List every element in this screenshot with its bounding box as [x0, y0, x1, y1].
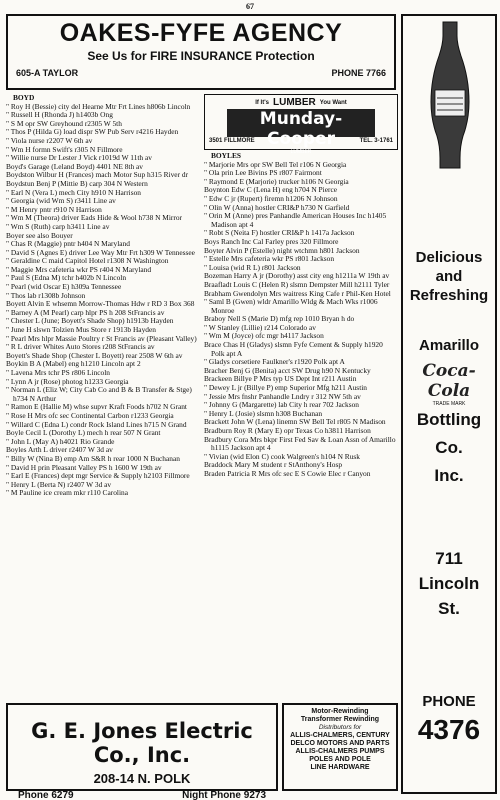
side-inc: Inc. [434, 466, 464, 485]
directory-entry: " Wm H formn Swift's r305 N Fillmore [6, 144, 123, 154]
directory-entry: " S M opr SW Greyhound r2305 W 5th [6, 118, 122, 128]
directory-entry: Boykin B A (Mabel) eng h1210 Lincoln apt 2 [6, 359, 141, 369]
directory-entry: " Saml B (Gwen) wldr Amarillo Wldg & Mach Wks r1006 Monroe [204, 297, 378, 315]
directory-entry: " Ramon E (Hallie M) whse supvr Kraft Foods h702 N Grant [6, 402, 187, 412]
directory-entry: " Dewey L jr (Billye P) emp Superior Mfg h211 Austin [204, 383, 367, 393]
rewind-line-8: LINE HARDWARE [310, 764, 370, 771]
directory-entry: Braden Patricia R Mrs ofc sec E S Cowie Elec r Canyon [204, 468, 371, 478]
rewind-line-1: Motor-Rewinding [311, 708, 369, 715]
lumber-line-right: You Want [319, 99, 347, 106]
directory-entry: " Johnny G (Margarette) lab City h rear 702 Jackson [204, 400, 359, 410]
directory-entry: Brackeen Billye P Mrs typ US Dept Int r211 Austin [204, 374, 357, 384]
lumber-address: 3501 FILLMORE [209, 138, 255, 144]
directory-entry: " M Henry pntr r910 N Harrison [6, 204, 102, 214]
motor-rewinding-ad [282, 703, 398, 791]
oakes-fyfe-ad [6, 14, 396, 90]
ad-company-name: OAKES-FYFE AGENCY [59, 19, 343, 47]
directory-entry: Boys Ranch Inc Cal Farley pres 320 Fillmore [204, 236, 339, 246]
directory-entry: " Robt S (Neita F) hostler CRI&P h 1417a Jackson [204, 228, 355, 238]
directory-entry: Boydstun Benj P (Mittie B) carp 304 N Western [6, 178, 148, 188]
side-line-2: and [435, 268, 463, 285]
directory-entry: Boyer see also Bouyer [6, 230, 73, 240]
directory-entry: " Earl N (Vera L) mech City h910 N Harrison [6, 187, 141, 197]
directory-entry: Braboy Nell S (Marie D) mfg rep 1010 Bryan h do [204, 314, 355, 324]
side-bottling: Bottling [416, 410, 482, 429]
rewind-line-6: ALLIS-CHALMERS PUMPS [295, 748, 385, 755]
directory-column-2 [204, 152, 398, 479]
directory-entry: " David S (Agnes E) driver Lee Way Mtr Frt h309 W Tennessee [6, 247, 195, 257]
directory-entry: " June H slswn Tolzien Mus Store r 1913b Hayden [6, 325, 156, 335]
ge-jones-ad [6, 703, 278, 800]
rewind-line-3: Distributors for [318, 724, 362, 731]
ad-tagline: See Us for FIRE INSURANCE Protection [87, 49, 315, 63]
directory-entry: " M Pauline ice cream mkr r110 Carolina [6, 488, 128, 498]
directory-entry: " Thos P (Hilda G) load dispr SW Pub Serv r4216 Hayden [6, 127, 179, 137]
lumber-company-name: Munday-Cooper [259, 109, 343, 149]
directory-entry: " Marjorie Mrs opr SW Bell Tel r106 N Georgia [204, 159, 347, 169]
rewind-line-4: ALLIS-CHALMERS, CENTURY [290, 732, 390, 739]
directory-entry: Bracher Benj G (Benita) acct SW Drug h90 N Kentucky [204, 365, 371, 375]
page-number: 67 [246, 2, 254, 11]
directory-entry: " Barney A (M Pearl) carp hlpr PS h 208 StFrancis av [6, 307, 165, 317]
directory-entry: " Norman L (Eliz W; City Cab Co and B & B Transfer & Stge) h734 N Arthur [6, 385, 192, 403]
rewind-line-5: DELCO MOTORS AND PARTS [290, 740, 390, 747]
directory-entry: " Rose H Mrs ofc sec Continental Carbon r1233 Georgia [6, 410, 174, 420]
rewind-line-7: POLES AND POLE [309, 756, 371, 763]
side-co: Co. [435, 438, 463, 457]
directory-entry: " Roy H (Bessie) city del Hearne Mtr Frt Lines h806b Lincoln [6, 101, 191, 111]
directory-entry: " Pearl Mrs hlpr Massie Poultry r St Francis av (Pleasant Valley) [6, 333, 197, 343]
directory-entry: Bradbury Cora Mrs bkpr First Fed Sav & Loan Assn of Amarillo h1115 Jackson apt 4 [204, 434, 396, 453]
directory-entry: Brabham Gwendolyn Mrs waitress King Cafe r Phil-Ken Hotel [204, 288, 391, 298]
directory-entry: " Chas R (Maggie) pntr h404 N Maryland [6, 239, 130, 249]
directory-entry: " Vivian (wid Elon C) cook Walgreen's h104 N Rusk [204, 451, 360, 461]
section-heading: BOYLES [211, 151, 241, 160]
coca-cola-bottle-icon [413, 20, 487, 170]
directory-entry: " Wm S (Ruth) carp h3411 Line av [6, 221, 110, 231]
directory-entry: Boyett's Shade Shop (Chester L Boyett) rear 2508 W 6th av [6, 350, 183, 360]
lumber-line-left: If It's [255, 99, 269, 106]
directory-entry: " Lynn A jr (Rose) photog h1233 Georgia [6, 376, 129, 386]
ge-jones-address: 208-14 N. POLK [93, 771, 191, 786]
lumber-phone: TEL. 3-1761 [359, 138, 393, 144]
coca-cola-trademark: TRADE MARK [432, 401, 466, 407]
directory-entry: " Willie nurse Dr Lester J Vick r1019d W 11th av [6, 153, 152, 163]
directory-entry: " Viola nurse r2207 W 6th av [6, 135, 93, 145]
directory-column-1 [6, 94, 198, 498]
ad-phone: PHONE 7766 [331, 68, 386, 78]
side-line-1: Delicious [415, 249, 483, 266]
directory-entry: Boydston Wilbur H (Frances) mach Motor Sup h315 River dr [6, 170, 189, 180]
ge-jones-phone: Phone 6279 [18, 790, 74, 800]
munday-cooper-ad [204, 94, 398, 155]
directory-entry: Braddock Mary M student r StAnthony's Hosp [204, 460, 343, 470]
directory-entry: " Gladys corsetiere Faulkner's r1920 Polk apt A [204, 357, 345, 367]
directory-entry: " Willard C (Edna L) condr Rock Island Lines h715 N Grand [6, 419, 187, 429]
section-heading: BOYD [13, 93, 35, 102]
coca-cola-ad [401, 14, 497, 794]
directory-entry: " Wm M (Theora) driver Eads Hide & Wool h738 N Mirror [6, 213, 182, 223]
directory-entry: " Estelle Mrs cafeteria wkr PS r801 Jackson [204, 254, 335, 264]
directory-entry: Braafladt Louis C (Helen R) slsmn Dempster Mill h2111 Tyler [204, 279, 390, 289]
directory-entry: Brace Chas H (Gladys) slsmn Fyfe Cement & Supply h1920 Polk apt A [204, 340, 383, 358]
directory-entry: " Georgia (wid Wm S) r3411 Line av [6, 196, 116, 206]
directory-entry: Brackett John W (Lena) linemn SW Bell Tel r805 N Madison [204, 417, 386, 427]
directory-entry: " Edw C jr (Rupert) firemn h1206 N Johnson [204, 193, 338, 203]
side-address-street: Lincoln [418, 574, 480, 593]
directory-entry: " Billy W (Nina B) emp Am S&R h rear 1000 N Buchanan [6, 453, 180, 463]
side-phone: 4376 [417, 714, 481, 745]
directory-entry: Boyle Cecil L (Dorothy L) mech h rear 507 N Grant [6, 428, 161, 438]
directory-entry: " Wm M (Joyce) ofc mgr h4117 Jackson [204, 331, 324, 341]
directory-entry: Bozeman Harry A jr (Dorothy) asst city eng h1211a W 19th av [204, 271, 390, 281]
rewind-line-2: Transformer Rewinding [300, 716, 380, 723]
directory-entry: " Russell H (Rhonda J) h1403b Ong [6, 110, 113, 120]
directory-entry: Boynton Edw C (Lena H) eng h704 N Pierce [204, 185, 338, 195]
directory-entry: " Chester L (June; Boyett's Shade Shop) h1913b Hayden [6, 316, 174, 326]
side-address-st: St. [438, 599, 460, 618]
directory-entry: " Paul S (Edna M) tchr h402b N Lincoln [6, 273, 127, 283]
directory-entry: " Lavena Mrs tchr PS r806 Lincoln [6, 368, 111, 377]
directory-entry: Bradburn Roy R (Mary E) opr Texas Co h3811 Harrison [204, 426, 371, 435]
directory-entry: " Raymond E (Marjorie) trucker h106 N Georgia [204, 176, 349, 186]
directory-entry: " R L driver Whites Auto Stores r208 StFrancis av [6, 342, 155, 352]
directory-entry: Boyett Alvin E whsemn Morrow-Thomas Hdw r RD 3 Box 368 [6, 299, 195, 309]
directory-entry: " Maggie Mrs cafeteria wkr PS r404 N Maryland [6, 264, 152, 274]
ge-jones-night-phone: Night Phone 9273 [182, 790, 266, 800]
directory-entry: Boyd's Garage (Leland Boyd) 4401 NE 8th av [6, 161, 144, 171]
directory-entry: " W Stanley (Lillie) r214 Colorado av [204, 322, 316, 332]
directory-entry: Boyter Alvin P (Estelle) night wtchmn h801 Jackson [204, 245, 360, 255]
ad-address: 605-A TAYLOR [16, 68, 79, 78]
directory-entry: " Geraldine C maid Capitol Hotel r1308 N Washington [6, 256, 169, 266]
directory-entry: " Louisa (wid R L) r801 Jackson [204, 262, 301, 272]
lumber-line-mid: LUMBER [272, 97, 316, 108]
directory-entry: Boyles Arth L driver r2407 W 3d av [6, 445, 113, 455]
coca-cola-logo: Coca-Cola [422, 361, 476, 401]
side-phone-label: PHONE [422, 693, 476, 710]
directory-entry: " Thos lab r1308b Johnson [6, 290, 86, 300]
side-line-3: Refreshing [409, 287, 489, 304]
directory-entry: " David H prin Pleasant Valley PS h 1600 W 19th av [6, 462, 162, 472]
directory-entry: " Jessie Mrs fnshr Panhandle Lndry r 312 NW 5th av [204, 391, 361, 401]
directory-entry: " Olin W (Anna) hostler CRI&P h730 N Garfield [204, 202, 350, 212]
side-city: Amarillo [418, 337, 479, 354]
directory-entry: " Henry L (Berta N) r2407 W 3d av [6, 479, 112, 489]
directory-entry: " Ola prin Lee Bivins PS r807 Fairmont [204, 168, 322, 178]
lumber-company-sub: LUMBER [290, 149, 312, 155]
side-address-num: 711 [435, 549, 463, 568]
ge-jones-name: G. E. Jones Electric Co., Inc. [31, 719, 253, 767]
directory-entry: " Henry L (Josie) slsmn h308 Buchanan [204, 408, 323, 418]
directory-entry: " Earl E (Frances) dept mgr Service & Supply h2103 Fillmore [6, 471, 190, 481]
directory-entry: " John L (May A) h4021 Rio Grande [6, 436, 115, 446]
directory-entry: " Orin M (Anne) pres Panhandle American Houses Inc h1405 Madison apt 4 [204, 211, 387, 229]
directory-entry: " Pearl (wid Oscar E) h309a Tennessee [6, 282, 122, 292]
